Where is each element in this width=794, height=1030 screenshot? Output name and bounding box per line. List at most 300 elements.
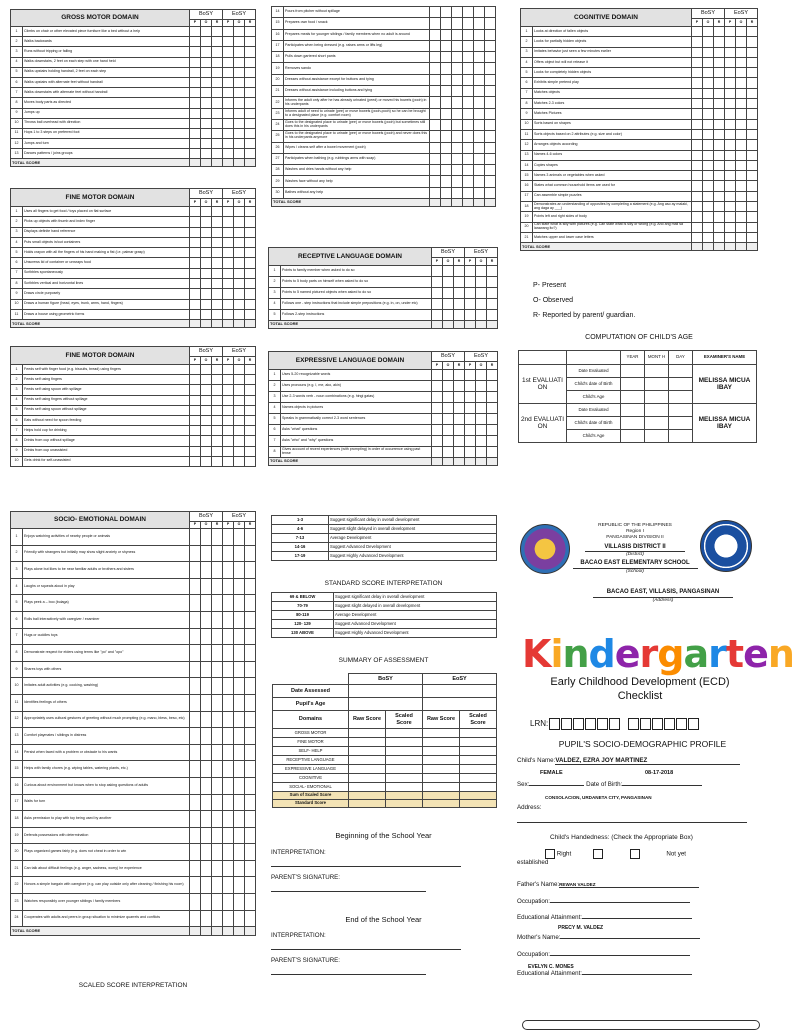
check-cell[interactable] bbox=[211, 27, 222, 37]
check-cell[interactable] bbox=[189, 645, 200, 662]
check-cell[interactable] bbox=[200, 237, 211, 247]
check-cell[interactable] bbox=[211, 88, 222, 98]
check-cell[interactable] bbox=[475, 299, 486, 310]
check-cell[interactable] bbox=[211, 207, 222, 217]
check-cell[interactable] bbox=[702, 129, 713, 139]
check-cell[interactable] bbox=[474, 142, 485, 153]
check-cell[interactable] bbox=[211, 128, 222, 138]
check-cell[interactable] bbox=[222, 894, 233, 911]
check-cell[interactable] bbox=[211, 562, 222, 579]
check-cell[interactable] bbox=[200, 27, 211, 37]
check-cell[interactable] bbox=[200, 248, 211, 258]
check-cell[interactable] bbox=[702, 27, 713, 37]
check-cell[interactable] bbox=[244, 562, 255, 579]
check-cell[interactable] bbox=[724, 88, 735, 98]
check-cell[interactable] bbox=[233, 57, 244, 67]
check-cell[interactable] bbox=[713, 160, 724, 170]
check-cell[interactable] bbox=[233, 811, 244, 828]
check-cell[interactable] bbox=[189, 227, 200, 237]
check-cell[interactable] bbox=[189, 279, 200, 289]
check-cell[interactable] bbox=[702, 150, 713, 160]
check-cell[interactable] bbox=[452, 52, 463, 63]
check-cell[interactable] bbox=[474, 74, 485, 85]
check-cell[interactable] bbox=[244, 118, 255, 128]
check-cell[interactable] bbox=[244, 910, 255, 927]
check-cell[interactable] bbox=[441, 40, 452, 51]
check-cell[interactable] bbox=[452, 131, 463, 142]
check-cell[interactable] bbox=[233, 128, 244, 138]
check-cell[interactable] bbox=[430, 97, 441, 108]
check-cell[interactable] bbox=[431, 277, 442, 288]
check-cell[interactable] bbox=[222, 595, 233, 612]
check-cell[interactable] bbox=[233, 456, 244, 466]
notyet-checkbox[interactable] bbox=[630, 849, 640, 859]
check-cell[interactable] bbox=[233, 237, 244, 247]
check-cell[interactable] bbox=[485, 63, 496, 74]
check-cell[interactable] bbox=[189, 811, 200, 828]
check-cell[interactable] bbox=[746, 99, 757, 109]
check-cell[interactable] bbox=[746, 119, 757, 129]
check-cell[interactable] bbox=[244, 128, 255, 138]
check-cell[interactable] bbox=[211, 108, 222, 118]
check-cell[interactable] bbox=[442, 266, 453, 277]
check-cell[interactable] bbox=[442, 425, 453, 436]
check-cell[interactable] bbox=[463, 7, 474, 18]
check-cell[interactable] bbox=[442, 277, 453, 288]
check-cell[interactable] bbox=[724, 129, 735, 139]
check-cell[interactable] bbox=[233, 877, 244, 894]
check-cell[interactable] bbox=[431, 392, 442, 403]
check-cell[interactable] bbox=[452, 18, 463, 29]
check-cell[interactable] bbox=[211, 365, 222, 375]
child-name-value[interactable]: VALDEZ, EZRA JOY MARTINEZ bbox=[555, 757, 740, 765]
check-cell[interactable] bbox=[244, 415, 255, 425]
check-cell[interactable] bbox=[233, 777, 244, 794]
check-cell[interactable] bbox=[244, 694, 255, 711]
check-cell[interactable] bbox=[200, 47, 211, 57]
check-cell[interactable] bbox=[453, 425, 464, 436]
check-cell[interactable] bbox=[222, 529, 233, 546]
check-cell[interactable] bbox=[441, 97, 452, 108]
check-cell[interactable] bbox=[200, 289, 211, 299]
check-cell[interactable] bbox=[200, 744, 211, 761]
score-cell[interactable] bbox=[423, 756, 460, 765]
check-cell[interactable] bbox=[430, 18, 441, 29]
check-cell[interactable] bbox=[453, 392, 464, 403]
check-cell[interactable] bbox=[441, 86, 452, 97]
score-cell[interactable] bbox=[460, 765, 497, 774]
check-cell[interactable] bbox=[441, 165, 452, 176]
check-cell[interactable] bbox=[452, 97, 463, 108]
check-cell[interactable] bbox=[463, 165, 474, 176]
check-cell[interactable] bbox=[189, 405, 200, 415]
check-cell[interactable] bbox=[244, 611, 255, 628]
check-cell[interactable] bbox=[735, 129, 746, 139]
check-cell[interactable] bbox=[441, 7, 452, 18]
check-cell[interactable] bbox=[244, 578, 255, 595]
check-cell[interactable] bbox=[200, 268, 211, 278]
check-cell[interactable] bbox=[430, 7, 441, 18]
score-cell[interactable] bbox=[386, 729, 423, 738]
check-cell[interactable] bbox=[244, 207, 255, 217]
check-cell[interactable] bbox=[189, 529, 200, 546]
check-cell[interactable] bbox=[233, 149, 244, 159]
check-cell[interactable] bbox=[452, 86, 463, 97]
check-cell[interactable] bbox=[486, 436, 497, 447]
check-cell[interactable] bbox=[189, 27, 200, 37]
check-cell[interactable] bbox=[233, 678, 244, 695]
check-cell[interactable] bbox=[189, 128, 200, 138]
check-cell[interactable] bbox=[441, 29, 452, 40]
check-cell[interactable] bbox=[244, 827, 255, 844]
score-cell[interactable] bbox=[349, 756, 386, 765]
lrn-digit-box[interactable] bbox=[628, 718, 639, 730]
lrn-digit-box[interactable] bbox=[676, 718, 687, 730]
check-cell[interactable] bbox=[430, 29, 441, 40]
check-cell[interactable] bbox=[691, 171, 702, 181]
check-cell[interactable] bbox=[200, 910, 211, 927]
check-cell[interactable] bbox=[244, 728, 255, 745]
check-cell[interactable] bbox=[430, 108, 441, 119]
check-cell[interactable] bbox=[189, 436, 200, 446]
check-cell[interactable] bbox=[702, 68, 713, 78]
check-cell[interactable] bbox=[474, 108, 485, 119]
check-cell[interactable] bbox=[735, 57, 746, 67]
check-cell[interactable] bbox=[189, 426, 200, 436]
check-cell[interactable] bbox=[211, 149, 222, 159]
check-cell[interactable] bbox=[211, 415, 222, 425]
check-cell[interactable] bbox=[233, 139, 244, 149]
check-cell[interactable] bbox=[713, 88, 724, 98]
check-cell[interactable] bbox=[735, 68, 746, 78]
check-cell[interactable] bbox=[713, 191, 724, 201]
check-cell[interactable] bbox=[200, 777, 211, 794]
check-cell[interactable] bbox=[200, 436, 211, 446]
check-cell[interactable] bbox=[200, 227, 211, 237]
check-cell[interactable] bbox=[233, 118, 244, 128]
check-cell[interactable] bbox=[702, 119, 713, 129]
check-cell[interactable] bbox=[486, 310, 497, 321]
check-cell[interactable] bbox=[222, 258, 233, 268]
check-cell[interactable] bbox=[244, 385, 255, 395]
check-cell[interactable] bbox=[463, 119, 474, 130]
check-cell[interactable] bbox=[691, 57, 702, 67]
check-cell[interactable] bbox=[442, 403, 453, 414]
check-cell[interactable] bbox=[233, 248, 244, 258]
check-cell[interactable] bbox=[724, 99, 735, 109]
check-cell[interactable] bbox=[453, 266, 464, 277]
check-cell[interactable] bbox=[485, 97, 496, 108]
check-cell[interactable] bbox=[222, 309, 233, 319]
check-cell[interactable] bbox=[691, 202, 702, 212]
check-cell[interactable] bbox=[464, 447, 475, 458]
check-cell[interactable] bbox=[431, 310, 442, 321]
check-cell[interactable] bbox=[463, 97, 474, 108]
check-cell[interactable] bbox=[200, 217, 211, 227]
check-cell[interactable] bbox=[486, 299, 497, 310]
check-cell[interactable] bbox=[189, 611, 200, 628]
score-cell[interactable] bbox=[460, 774, 497, 783]
check-cell[interactable] bbox=[189, 309, 200, 319]
check-cell[interactable] bbox=[211, 436, 222, 446]
check-cell[interactable] bbox=[485, 119, 496, 130]
check-cell[interactable] bbox=[222, 661, 233, 678]
check-cell[interactable] bbox=[222, 678, 233, 695]
check-cell[interactable] bbox=[222, 207, 233, 217]
check-cell[interactable] bbox=[474, 97, 485, 108]
score-cell[interactable] bbox=[386, 738, 423, 747]
check-cell[interactable] bbox=[211, 794, 222, 811]
check-cell[interactable] bbox=[222, 248, 233, 258]
check-cell[interactable] bbox=[691, 129, 702, 139]
check-cell[interactable] bbox=[442, 414, 453, 425]
father-value[interactable]: REWAN VALDEZ bbox=[559, 882, 699, 888]
check-cell[interactable] bbox=[244, 894, 255, 911]
check-cell[interactable] bbox=[724, 191, 735, 201]
check-cell[interactable] bbox=[200, 678, 211, 695]
check-cell[interactable] bbox=[233, 108, 244, 118]
check-cell[interactable] bbox=[233, 37, 244, 47]
check-cell[interactable] bbox=[746, 109, 757, 119]
check-cell[interactable] bbox=[200, 562, 211, 579]
check-cell[interactable] bbox=[244, 794, 255, 811]
check-cell[interactable] bbox=[211, 860, 222, 877]
check-cell[interactable] bbox=[222, 88, 233, 98]
check-cell[interactable] bbox=[244, 645, 255, 662]
check-cell[interactable] bbox=[211, 728, 222, 745]
check-cell[interactable] bbox=[200, 88, 211, 98]
check-cell[interactable] bbox=[200, 405, 211, 415]
check-cell[interactable] bbox=[746, 212, 757, 222]
check-cell[interactable] bbox=[200, 844, 211, 861]
check-cell[interactable] bbox=[691, 140, 702, 150]
check-cell[interactable] bbox=[189, 827, 200, 844]
check-cell[interactable] bbox=[453, 414, 464, 425]
check-cell[interactable] bbox=[244, 309, 255, 319]
check-cell[interactable] bbox=[485, 142, 496, 153]
check-cell[interactable] bbox=[211, 711, 222, 728]
check-cell[interactable] bbox=[441, 142, 452, 153]
check-cell[interactable] bbox=[713, 140, 724, 150]
check-cell[interactable] bbox=[724, 119, 735, 129]
check-cell[interactable] bbox=[441, 187, 452, 198]
check-cell[interactable] bbox=[474, 29, 485, 40]
check-cell[interactable] bbox=[222, 365, 233, 375]
check-cell[interactable] bbox=[200, 309, 211, 319]
check-cell[interactable] bbox=[189, 149, 200, 159]
left-checkbox[interactable] bbox=[593, 849, 603, 859]
check-cell[interactable] bbox=[233, 88, 244, 98]
check-cell[interactable] bbox=[233, 385, 244, 395]
check-cell[interactable] bbox=[189, 299, 200, 309]
check-cell[interactable] bbox=[441, 119, 452, 130]
check-cell[interactable] bbox=[222, 37, 233, 47]
check-cell[interactable] bbox=[211, 910, 222, 927]
check-cell[interactable] bbox=[189, 860, 200, 877]
check-cell[interactable] bbox=[189, 894, 200, 911]
check-cell[interactable] bbox=[222, 628, 233, 645]
check-cell[interactable] bbox=[244, 744, 255, 761]
check-cell[interactable] bbox=[222, 77, 233, 87]
check-cell[interactable] bbox=[463, 18, 474, 29]
check-cell[interactable] bbox=[430, 165, 441, 176]
check-cell[interactable] bbox=[474, 153, 485, 164]
check-cell[interactable] bbox=[211, 678, 222, 695]
check-cell[interactable] bbox=[244, 761, 255, 778]
check-cell[interactable] bbox=[189, 217, 200, 227]
check-cell[interactable] bbox=[464, 310, 475, 321]
check-cell[interactable] bbox=[463, 52, 474, 63]
score-cell[interactable] bbox=[386, 765, 423, 774]
check-cell[interactable] bbox=[442, 370, 453, 381]
check-cell[interactable] bbox=[200, 728, 211, 745]
score-cell[interactable] bbox=[349, 765, 386, 774]
check-cell[interactable] bbox=[189, 545, 200, 562]
check-cell[interactable] bbox=[735, 202, 746, 212]
check-cell[interactable] bbox=[189, 777, 200, 794]
check-cell[interactable] bbox=[189, 118, 200, 128]
check-cell[interactable] bbox=[233, 894, 244, 911]
check-cell[interactable] bbox=[189, 446, 200, 456]
check-cell[interactable] bbox=[222, 844, 233, 861]
check-cell[interactable] bbox=[211, 661, 222, 678]
check-cell[interactable] bbox=[691, 37, 702, 47]
address-line[interactable] bbox=[517, 822, 747, 823]
check-cell[interactable] bbox=[713, 78, 724, 88]
check-cell[interactable] bbox=[702, 181, 713, 191]
check-cell[interactable] bbox=[222, 611, 233, 628]
check-cell[interactable] bbox=[200, 645, 211, 662]
score-cell[interactable] bbox=[423, 765, 460, 774]
check-cell[interactable] bbox=[713, 232, 724, 242]
check-cell[interactable] bbox=[244, 227, 255, 237]
check-cell[interactable] bbox=[211, 529, 222, 546]
check-cell[interactable] bbox=[475, 310, 486, 321]
check-cell[interactable] bbox=[211, 545, 222, 562]
check-cell[interactable] bbox=[452, 40, 463, 51]
check-cell[interactable] bbox=[735, 222, 746, 232]
check-cell[interactable] bbox=[222, 139, 233, 149]
check-cell[interactable] bbox=[211, 827, 222, 844]
check-cell[interactable] bbox=[211, 385, 222, 395]
check-cell[interactable] bbox=[244, 456, 255, 466]
check-cell[interactable] bbox=[702, 232, 713, 242]
check-cell[interactable] bbox=[222, 562, 233, 579]
check-cell[interactable] bbox=[431, 403, 442, 414]
check-cell[interactable] bbox=[222, 860, 233, 877]
check-cell[interactable] bbox=[222, 456, 233, 466]
check-cell[interactable] bbox=[244, 595, 255, 612]
check-cell[interactable] bbox=[244, 47, 255, 57]
check-cell[interactable] bbox=[702, 212, 713, 222]
check-cell[interactable] bbox=[189, 289, 200, 299]
check-cell[interactable] bbox=[485, 165, 496, 176]
check-cell[interactable] bbox=[474, 131, 485, 142]
check-cell[interactable] bbox=[702, 160, 713, 170]
score-cell[interactable] bbox=[460, 783, 497, 792]
check-cell[interactable] bbox=[211, 694, 222, 711]
lrn-digit-box[interactable] bbox=[609, 718, 620, 730]
check-cell[interactable] bbox=[189, 139, 200, 149]
check-cell[interactable] bbox=[200, 894, 211, 911]
check-cell[interactable] bbox=[463, 142, 474, 153]
check-cell[interactable] bbox=[746, 222, 757, 232]
check-cell[interactable] bbox=[222, 57, 233, 67]
check-cell[interactable] bbox=[233, 860, 244, 877]
check-cell[interactable] bbox=[222, 578, 233, 595]
check-cell[interactable] bbox=[211, 761, 222, 778]
check-cell[interactable] bbox=[441, 52, 452, 63]
check-cell[interactable] bbox=[200, 128, 211, 138]
check-cell[interactable] bbox=[474, 119, 485, 130]
check-cell[interactable] bbox=[724, 171, 735, 181]
check-cell[interactable] bbox=[233, 628, 244, 645]
check-cell[interactable] bbox=[713, 171, 724, 181]
check-cell[interactable] bbox=[713, 181, 724, 191]
check-cell[interactable] bbox=[453, 370, 464, 381]
check-cell[interactable] bbox=[735, 212, 746, 222]
check-cell[interactable] bbox=[200, 456, 211, 466]
check-cell[interactable] bbox=[746, 78, 757, 88]
check-cell[interactable] bbox=[485, 29, 496, 40]
check-cell[interactable] bbox=[735, 150, 746, 160]
check-cell[interactable] bbox=[211, 268, 222, 278]
check-cell[interactable] bbox=[200, 139, 211, 149]
check-cell[interactable] bbox=[211, 645, 222, 662]
check-cell[interactable] bbox=[211, 77, 222, 87]
check-cell[interactable] bbox=[233, 562, 244, 579]
check-cell[interactable] bbox=[244, 149, 255, 159]
check-cell[interactable] bbox=[475, 447, 486, 458]
check-cell[interactable] bbox=[211, 47, 222, 57]
check-cell[interactable] bbox=[702, 171, 713, 181]
check-cell[interactable] bbox=[746, 202, 757, 212]
check-cell[interactable] bbox=[200, 860, 211, 877]
check-cell[interactable] bbox=[222, 128, 233, 138]
check-cell[interactable] bbox=[189, 595, 200, 612]
check-cell[interactable] bbox=[452, 7, 463, 18]
check-cell[interactable] bbox=[211, 456, 222, 466]
lrn-digit-box[interactable] bbox=[664, 718, 675, 730]
check-cell[interactable] bbox=[724, 57, 735, 67]
check-cell[interactable] bbox=[222, 149, 233, 159]
check-cell[interactable] bbox=[211, 57, 222, 67]
check-cell[interactable] bbox=[244, 375, 255, 385]
check-cell[interactable] bbox=[222, 426, 233, 436]
check-cell[interactable] bbox=[211, 595, 222, 612]
check-cell[interactable] bbox=[233, 595, 244, 612]
score-cell[interactable] bbox=[386, 783, 423, 792]
check-cell[interactable] bbox=[431, 447, 442, 458]
check-cell[interactable] bbox=[713, 119, 724, 129]
check-cell[interactable] bbox=[724, 150, 735, 160]
check-cell[interactable] bbox=[452, 29, 463, 40]
check-cell[interactable] bbox=[222, 268, 233, 278]
check-cell[interactable] bbox=[464, 436, 475, 447]
score-cell[interactable] bbox=[423, 738, 460, 747]
check-cell[interactable] bbox=[233, 227, 244, 237]
check-cell[interactable] bbox=[222, 761, 233, 778]
check-cell[interactable] bbox=[442, 447, 453, 458]
check-cell[interactable] bbox=[233, 67, 244, 77]
check-cell[interactable] bbox=[189, 628, 200, 645]
check-cell[interactable] bbox=[442, 392, 453, 403]
check-cell[interactable] bbox=[486, 392, 497, 403]
check-cell[interactable] bbox=[222, 279, 233, 289]
check-cell[interactable] bbox=[233, 415, 244, 425]
check-cell[interactable] bbox=[244, 365, 255, 375]
check-cell[interactable] bbox=[233, 405, 244, 415]
